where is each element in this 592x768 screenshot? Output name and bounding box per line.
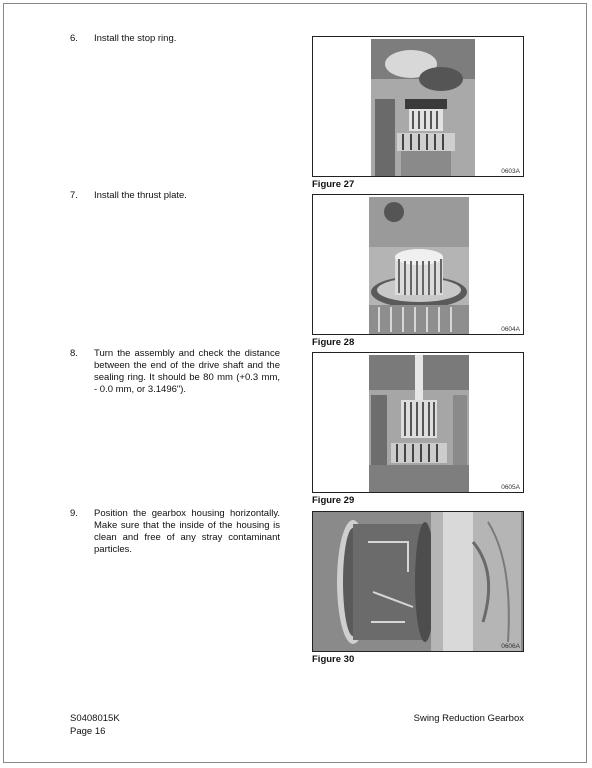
step-number: 9. — [70, 508, 78, 519]
figure-code: 0603A — [501, 168, 520, 175]
figure-28-photo — [312, 194, 524, 335]
figure-30-photo — [312, 511, 524, 652]
figure-29-caption: Figure 29 — [312, 495, 355, 506]
thrust-plate-photo — [369, 197, 469, 334]
step-number: 6. — [70, 33, 78, 44]
step-number: 7. — [70, 190, 78, 201]
figure-code: 0606A — [501, 643, 520, 650]
figure-30-caption: Figure 30 — [312, 654, 355, 665]
footer-doc-number: S0408015K — [70, 713, 120, 724]
drive-shaft-photo — [369, 355, 469, 492]
figure-code: 0605A — [501, 484, 520, 491]
figure-code: 0604A — [501, 326, 520, 333]
footer-page-number: Page 16 — [70, 726, 106, 737]
gear-shaft-photo — [371, 39, 475, 176]
gearbox-housing-photo — [313, 512, 523, 651]
step-number: 8. — [70, 348, 78, 359]
step-text: Turn the assembly and check the distance between the end of the drive shaft and the sealing ring. It should be 80 mm (+0.3 mm, - 0.0 mm, or 3.1496"). — [94, 348, 280, 395]
footer-section-title: Swing Reduction Gearbox — [413, 713, 524, 724]
figure-28-caption: Figure 28 — [312, 337, 355, 348]
step-text: Install the stop ring. — [94, 33, 177, 44]
figure-27-photo — [312, 36, 524, 177]
figure-27-caption: Figure 27 — [312, 179, 355, 190]
step-text: Position the gearbox housing horizontally. Make sure that the inside of the housing is clean and free of any stray contaminant particles. — [94, 508, 280, 555]
figure-29-photo — [312, 352, 524, 493]
step-text: Install the thrust plate. — [94, 190, 187, 201]
